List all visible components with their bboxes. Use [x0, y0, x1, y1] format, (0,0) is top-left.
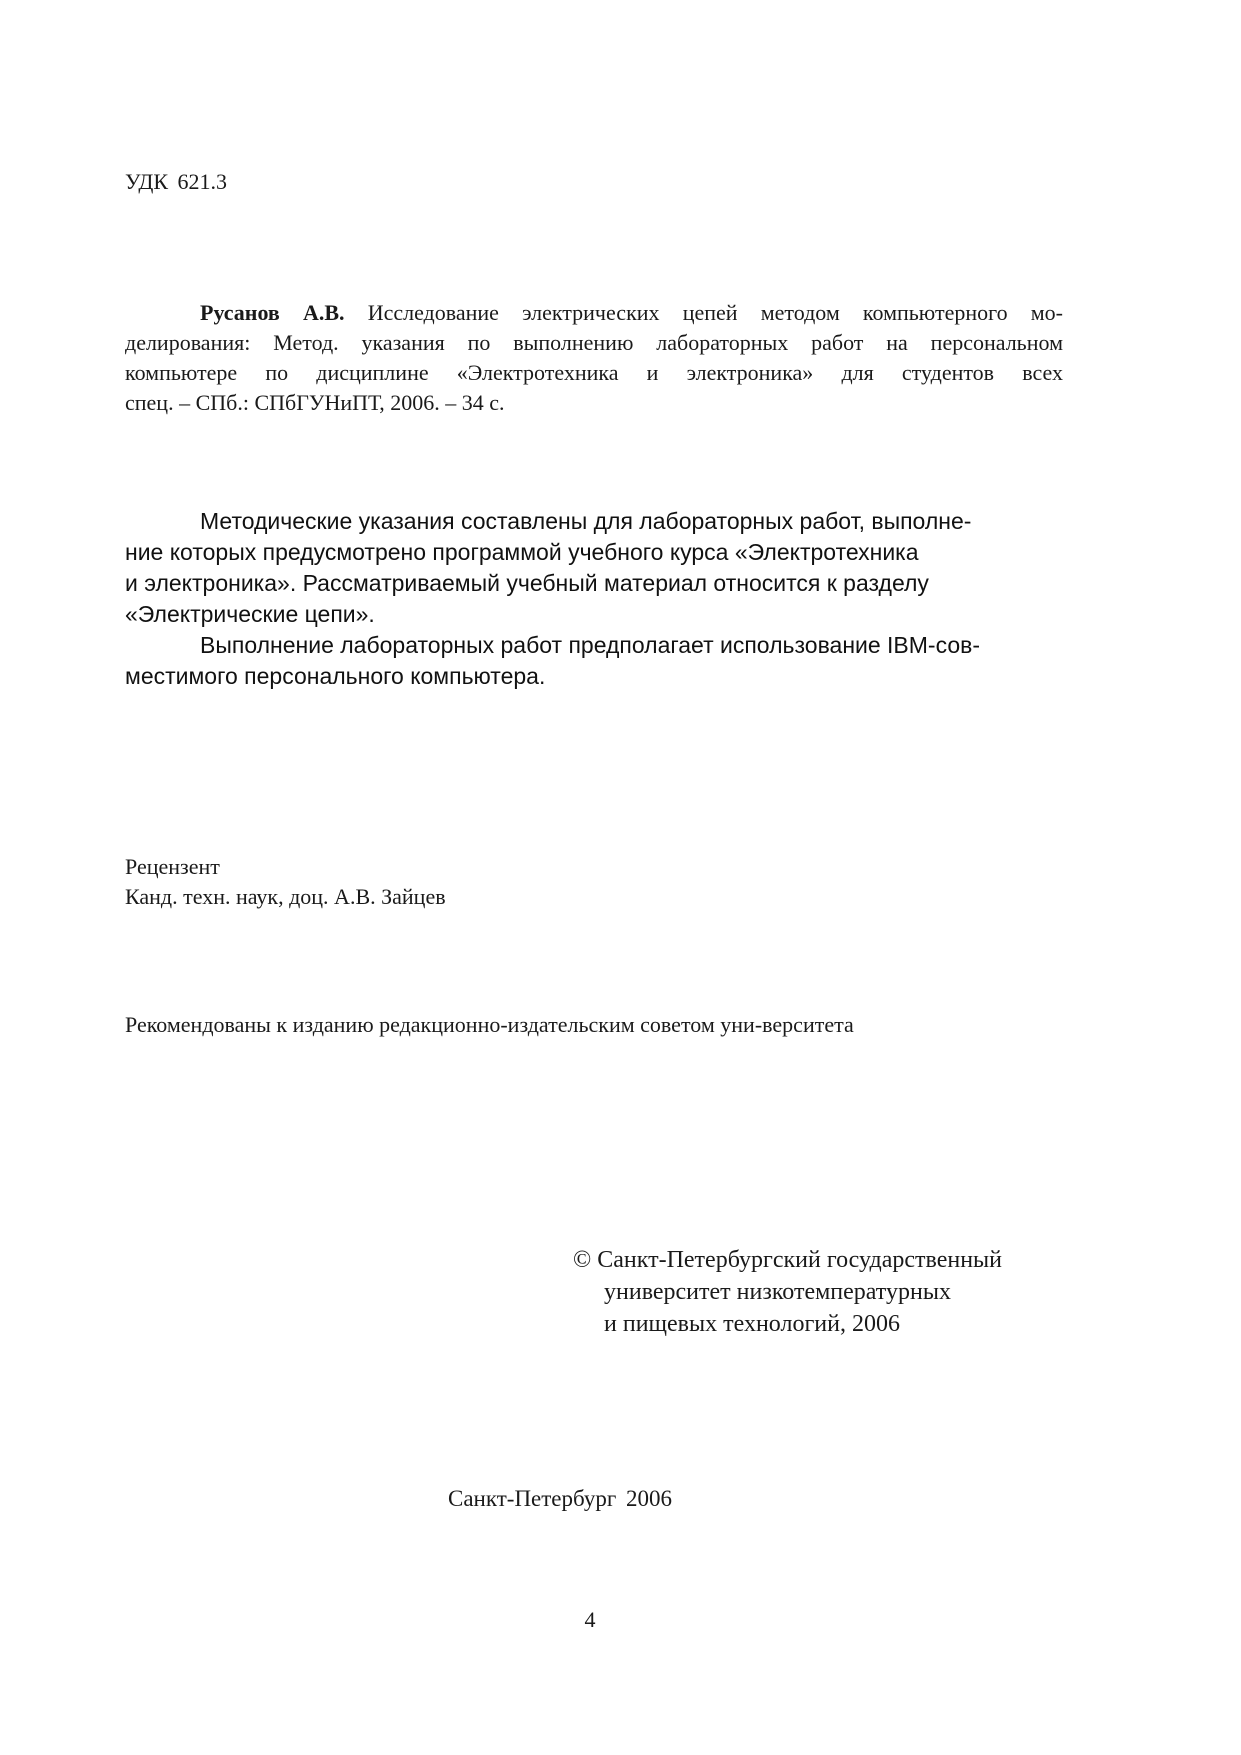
bibliographic-record	[125, 298, 1063, 418]
reviewer-label: Рецензент	[125, 854, 220, 879]
reviewer-block	[125, 852, 446, 912]
copyright-line-3: и пищевых технологий, 2006	[604, 1311, 900, 1337]
abstract	[125, 506, 1055, 692]
reviewer-name: Канд. техн. наук, доц. А.В. Зайцев	[125, 884, 446, 909]
copyright-block	[573, 1244, 1002, 1340]
abstract-line-5: Выполнение лабораторных работ предполагает использование IBM-сов-	[200, 632, 981, 658]
copyright-line-2: университет низкотемпературных	[604, 1279, 951, 1305]
bibliography-line-1	[125, 298, 1063, 328]
abstract-line-2: ние которых предусмотрено программой учебного курса «Электротехника	[125, 539, 919, 565]
abstract-line-4: «Электрические цепи».	[125, 601, 375, 627]
abstract-line-3: и электроника». Рассматриваемый учебный материал относится к разделу	[125, 570, 929, 596]
abstract-line-6: местимого персонального компьютера.	[125, 663, 546, 689]
copyright-line-1: © Санкт-Петербургский государственный	[573, 1247, 1002, 1273]
udk-code: УДК 621.3	[125, 169, 228, 194]
bibliography-author: Русанов А.В.	[200, 300, 345, 325]
bibliography-line-4: спец. – СПб.: СПбГУНиПТ, 2006. – 34 с.	[125, 390, 505, 415]
bibliography-title-start: Исследование электрических цепей методом компьютерного мо-	[344, 300, 1063, 325]
abstract-line-1: Методические указания составлены для лабораторных работ, выполне-	[200, 508, 972, 534]
page-number: 4	[584, 1607, 596, 1632]
recommendation-note: Рекомендованы к изданию редакционно-издательским советом уни-верситета	[125, 1012, 854, 1037]
bibliography-line-3: компьютере по дисциплине «Электротехника и электроника» для студентов всех	[125, 360, 1063, 385]
city-year: Санкт-Петербург 2006	[448, 1486, 673, 1511]
bibliography-line-2: делирования: Метод. указания по выполнению лабораторных работ на персональном	[125, 330, 1063, 355]
